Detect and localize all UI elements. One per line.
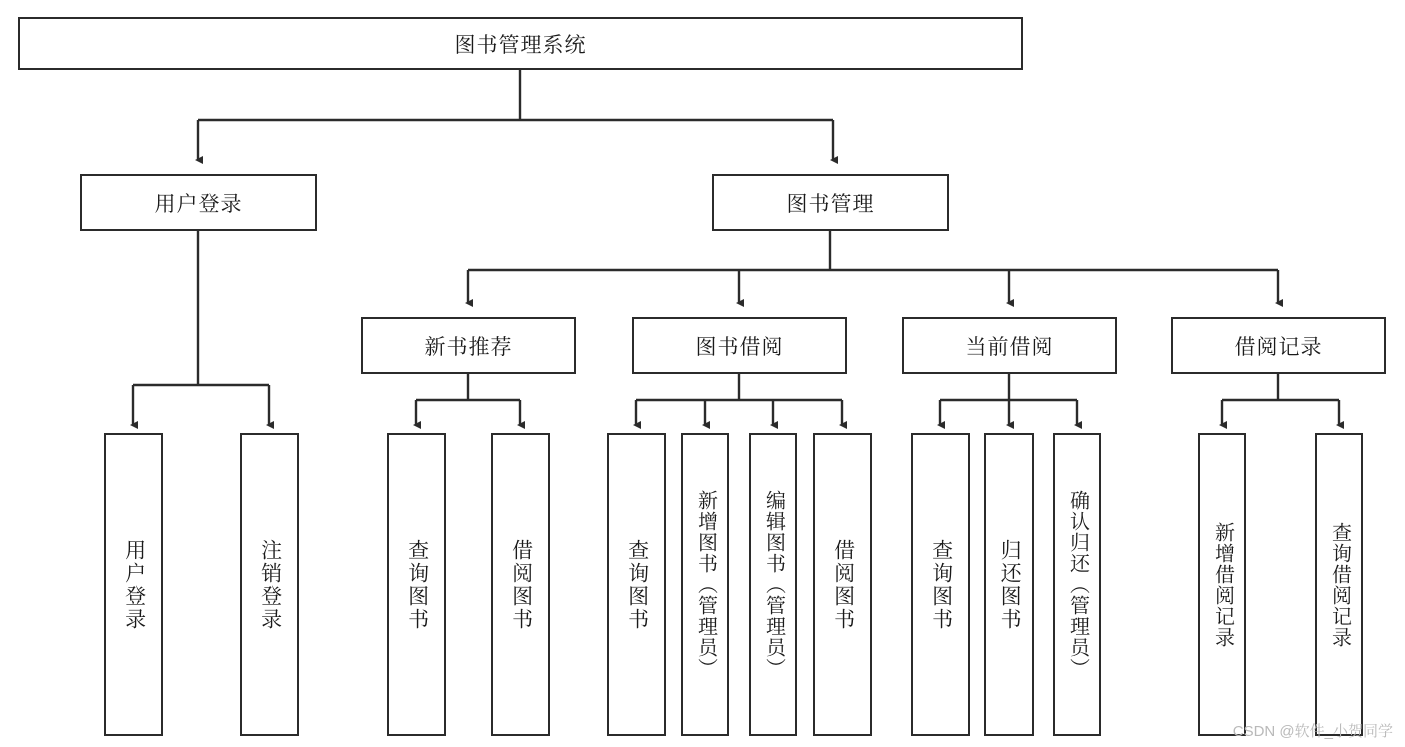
node-new-book-recommend[interactable]: 新书推荐	[361, 317, 576, 374]
leaf-logout[interactable]: 注销登录	[240, 433, 299, 736]
leaf-borrow-books-new[interactable]: 借阅图书	[491, 433, 550, 736]
node-current-borrow[interactable]: 当前借阅	[902, 317, 1117, 374]
leaf-borrow-books[interactable]: 借阅图书	[813, 433, 872, 736]
leaf-query-books-borrow[interactable]: 查询图书	[607, 433, 666, 736]
leaf-query-books-current[interactable]: 查询图书	[911, 433, 970, 736]
node-user-login[interactable]: 用户登录	[80, 174, 317, 231]
leaf-query-borrow-record[interactable]: 查询借阅记录	[1315, 433, 1363, 736]
leaf-add-borrow-record[interactable]: 新增借阅记录	[1198, 433, 1246, 736]
leaf-query-books-new[interactable]: 查询图书	[387, 433, 446, 736]
leaf-add-book-admin[interactable]: 新增图书（管理员）	[681, 433, 729, 736]
node-borrow-records[interactable]: 借阅记录	[1171, 317, 1386, 374]
node-root-system[interactable]: 图书管理系统	[18, 17, 1023, 70]
leaf-user-login[interactable]: 用户登录	[104, 433, 163, 736]
leaf-return-books[interactable]: 归还图书	[984, 433, 1034, 736]
leaf-confirm-return-admin[interactable]: 确认归还（管理员）	[1053, 433, 1101, 736]
watermark-text: CSDN @软件_小贺同学	[1232, 723, 1393, 740]
node-book-borrow[interactable]: 图书借阅	[632, 317, 847, 374]
leaf-edit-book-admin[interactable]: 编辑图书（管理员）	[749, 433, 797, 736]
node-book-management[interactable]: 图书管理	[712, 174, 949, 231]
